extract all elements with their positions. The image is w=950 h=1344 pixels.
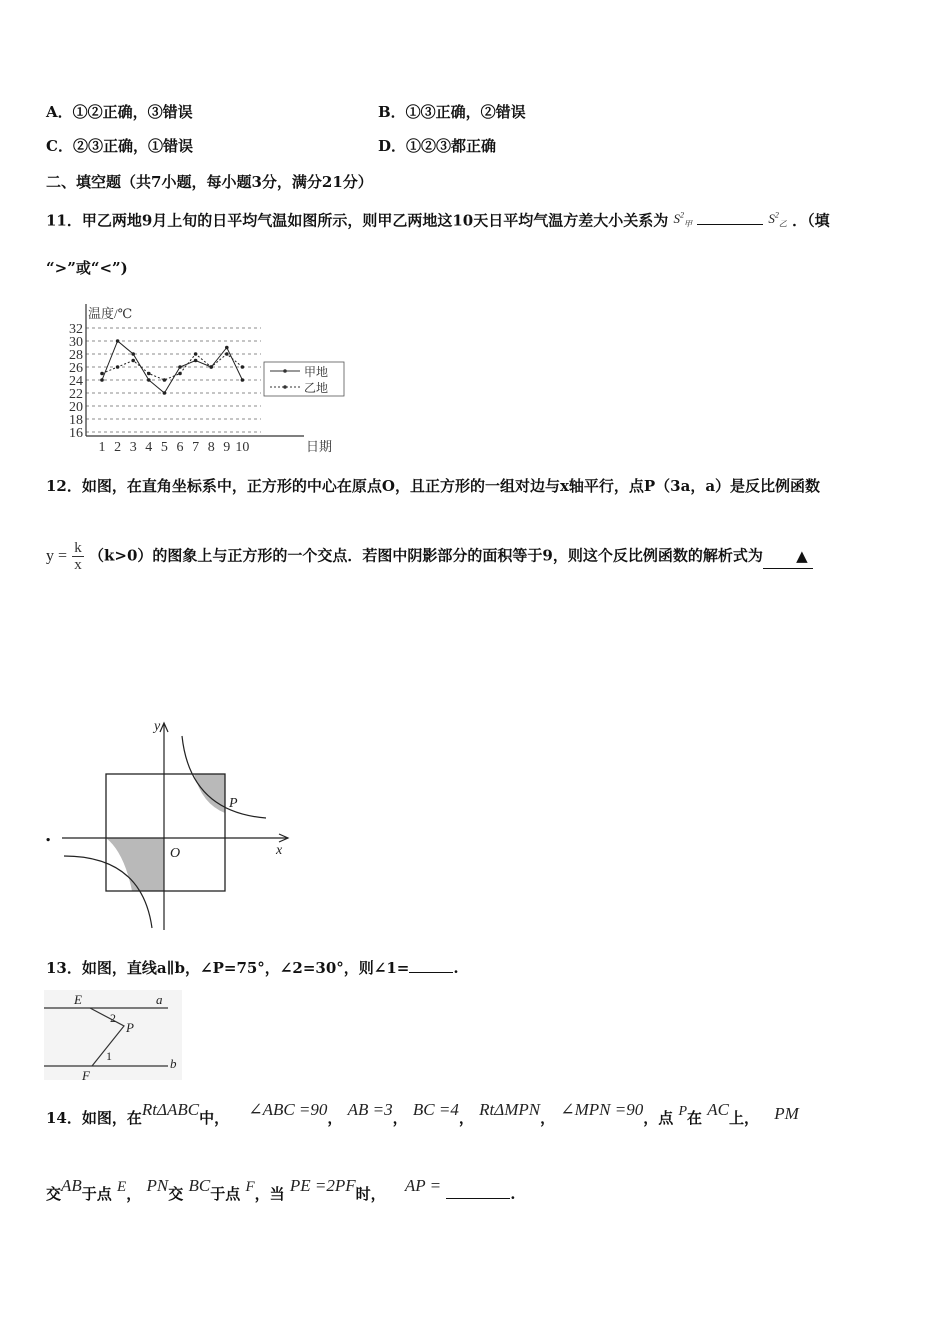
q12-line2 xyxy=(46,540,813,573)
label-y: y xyxy=(154,719,161,734)
x-tick-label: 5 xyxy=(160,440,168,455)
y-tick-label: 24 xyxy=(69,374,83,389)
data-point-jia xyxy=(116,339,120,343)
section-title: 二、填空题（共7小题，每小题3分，满分21分） xyxy=(46,173,373,191)
data-point-jia xyxy=(100,378,104,382)
data-point-jia xyxy=(178,365,182,369)
chart-legend xyxy=(264,362,344,396)
temperature-line-chart xyxy=(56,298,356,458)
x-tick-label: 3 xyxy=(129,440,137,455)
q12-fraction: $\frac{k}{x}$ xyxy=(74,540,82,573)
x-tick-label: 7 xyxy=(192,440,200,455)
q12-answer-blank: ▲ xyxy=(763,544,813,569)
label-o: O xyxy=(170,846,181,861)
x-tick-label: 4 xyxy=(145,440,153,455)
shaded-region-upper xyxy=(194,774,225,813)
data-point-jia xyxy=(194,359,198,363)
data-point-yi xyxy=(178,372,182,376)
q14-answer-blank xyxy=(446,1198,510,1199)
q12-text2: （k>0）的图象上与正方形的一个交点．若图中阴影部分的面积等于9，则这个反比例函数的解析式为 xyxy=(89,546,763,565)
y-tick-label: 16 xyxy=(69,426,83,441)
q13-text: 13．如图，直线a∥b，∠P=75°，∠2=30°，则∠1= xyxy=(46,959,410,977)
q12-dot: . xyxy=(45,825,52,846)
q11-text1: 11．甲乙两地9月上旬的日平均气温如图所示，则甲乙两地这10天日平均气温方差大小关系为 xyxy=(46,211,669,230)
label-b: b xyxy=(170,1056,177,1071)
q11-line1 xyxy=(46,208,830,237)
data-point-yi xyxy=(163,378,167,382)
data-point-jia xyxy=(241,378,245,382)
option-b: B．①③正确，②错误 xyxy=(378,103,526,121)
label-2: 2 xyxy=(110,1011,116,1025)
y-tick-label: 30 xyxy=(69,335,83,350)
data-point-jia xyxy=(225,346,229,350)
x-tick-label: 10 xyxy=(235,440,250,455)
chart-title: 温度/℃ xyxy=(88,306,133,321)
shaded-region-lower xyxy=(106,838,164,891)
label-a: a xyxy=(156,992,163,1007)
data-point-yi xyxy=(241,365,245,369)
data-point-yi xyxy=(225,352,229,356)
label-f: F xyxy=(82,1068,90,1082)
x-tick-label: 8 xyxy=(207,440,215,455)
data-point-yi xyxy=(131,359,135,363)
legend-jia: 甲地 xyxy=(304,365,329,379)
option-d: D．①②③都正确 xyxy=(378,137,497,155)
q12-line1: 12．如图，在直角坐标系中，正方形的中心在原点O，且正方形的一组对边与x轴平行，点P（3a，a）是反比例函数 xyxy=(46,477,821,495)
data-point-yi xyxy=(147,372,151,376)
y-tick-label: 20 xyxy=(69,400,83,415)
q14-line1: 14．如图，在RtΔABC中， ∠ABC =90， AB =3， BC =4， RtΔMPN， ∠MPN =90，点 P在 AC上， PM xyxy=(46,1100,799,1127)
x-tick-label: 1 xyxy=(98,440,106,455)
q12-y-eq: y = xyxy=(46,547,68,565)
q11-answer-blank xyxy=(697,224,763,225)
y-tick-label: 28 xyxy=(69,348,83,363)
q11-after: ．（填 xyxy=(792,211,830,230)
legend-yi: 乙地 xyxy=(304,381,329,395)
label-p: P xyxy=(126,1020,134,1035)
data-point-jia xyxy=(163,391,167,395)
parallel-lines-figure xyxy=(44,990,184,1082)
x-tick-label: 9 xyxy=(223,440,231,455)
y-tick-label: 22 xyxy=(69,387,83,402)
data-point-yi xyxy=(116,365,120,369)
hyperbola-square-figure xyxy=(62,716,292,936)
y-tick-label: 26 xyxy=(69,361,83,376)
x-axis-label: 日期 xyxy=(306,439,333,454)
label-p: P xyxy=(229,796,238,811)
data-point-yi xyxy=(100,372,104,376)
q13-line: 13．如图，直线a∥b，∠P=75°，∠2=30°，则∠1= . xyxy=(46,959,459,977)
y-tick-label: 32 xyxy=(69,322,83,337)
label-e: E xyxy=(74,992,82,1007)
x-tick-label: 6 xyxy=(176,440,184,455)
data-point-yi xyxy=(194,352,198,356)
x-tick-label: 2 xyxy=(114,440,122,455)
data-point-jia xyxy=(147,378,151,382)
y-tick-label: 18 xyxy=(69,413,83,428)
option-a: A．①②正确，③错误 xyxy=(46,103,193,121)
q11-s-yi: $S^2_乙$ xyxy=(768,211,787,229)
q11-s-jia: $S^2_甲$ xyxy=(673,211,692,229)
q13-answer-blank xyxy=(409,972,453,973)
q14-line2: 交AB于点 E， PN交 BC于点 F，当 PE =2PF时， AP = . xyxy=(46,1176,516,1203)
label-x: x xyxy=(276,843,283,858)
data-point-yi xyxy=(209,365,213,369)
option-c: C．②③正确，①错误 xyxy=(46,137,193,155)
label-1: 1 xyxy=(106,1049,112,1063)
q11-line2: “>”或“<”) xyxy=(46,259,128,277)
data-point-jia xyxy=(131,352,135,356)
